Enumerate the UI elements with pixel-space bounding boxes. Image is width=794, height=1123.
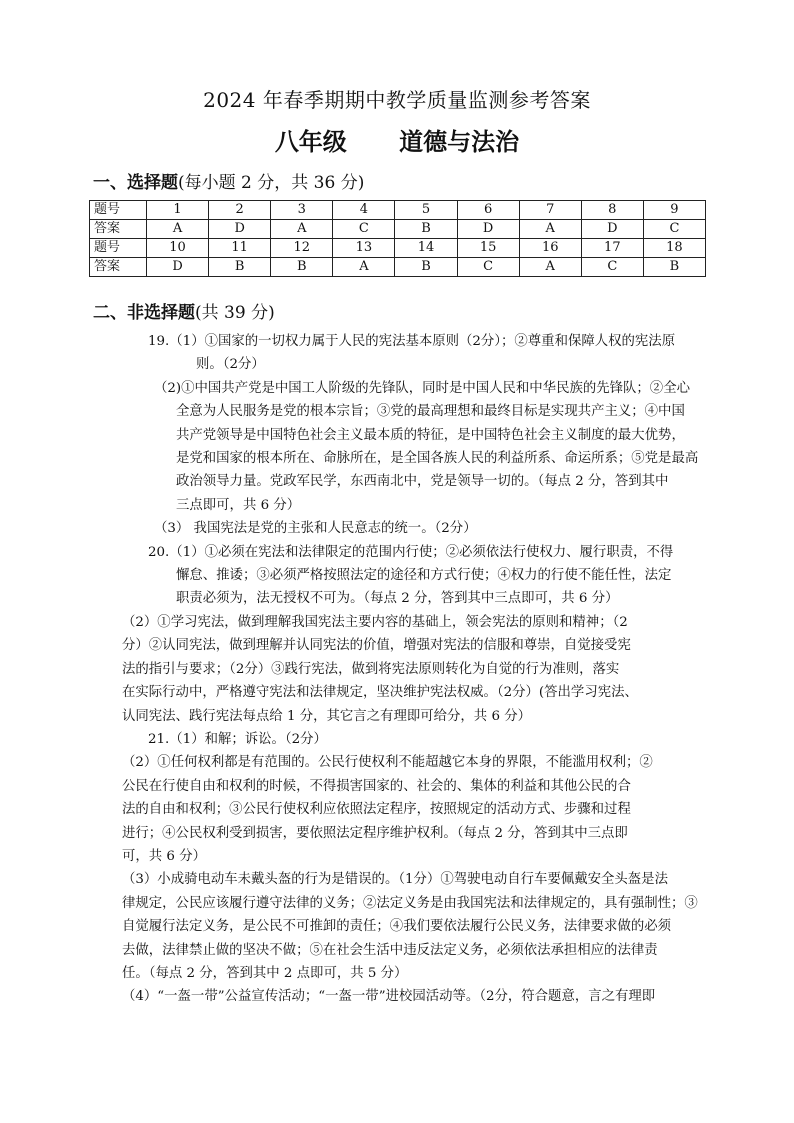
q20-2-line4: 在实际行动中，严格遵守宪法和法律规定，坚决维护宪法权威。（2分）(答出学习宪法、	[122, 685, 638, 701]
question-number-cell: 8	[581, 201, 643, 220]
q19-1-line2: 则。（2分）	[196, 357, 265, 373]
answer-letter-cell: A	[271, 220, 333, 239]
answer-letter-cell: B	[643, 258, 705, 277]
q20-1-line2: 懈怠、推诿；③必须严格按照法定的途径和方式行使；④权力的行使不能任性，法定	[176, 568, 672, 584]
answer-letter-cell: D	[209, 220, 271, 239]
question-number-cell: 16	[519, 239, 581, 258]
subject-label: 道德与法治	[399, 128, 520, 156]
grade-label: 八年级	[274, 128, 347, 156]
q19-1-line1: 19.（1）①国家的一切权力属于人民的宪法基本原则（2分）；②尊重和保障人权的宪法原	[148, 334, 676, 349]
q20-2-line3: 法的指引与要求；（2分）③践行宪法，做到将宪法原则转化为自觉的行为准则，落实	[122, 661, 620, 677]
question-number-cell: 3	[271, 201, 333, 220]
document-title: 2024 年春季期期中教学质量监测参考答案	[203, 88, 591, 112]
question-number-cell: 11	[209, 239, 271, 258]
section-2-note: (共 39 分)	[195, 303, 275, 323]
row-header: 答案	[90, 258, 147, 277]
question-number-cell: 1	[147, 201, 209, 220]
answer-letter-cell: C	[643, 220, 705, 239]
answer-letter-cell: C	[457, 258, 519, 277]
q21-2-line2: 公民在行使自由和权利的时候，不得损害国家的、社会的、集体的利益和其他公民的合	[122, 778, 631, 794]
row-header: 答案	[90, 220, 147, 239]
question-number-cell: 5	[395, 201, 457, 220]
q21-4-line: （4）“一盔一带”公益宣传活动；“一盔一带”进校园活动等。（2分，符合题意，言之有理即	[122, 989, 656, 1005]
row-header: 题号	[90, 201, 147, 220]
q20-2-line2: 分）②认同宪法，做到理解并认同宪法的价值，增强对宪法的信服和尊崇，自觉接受宪	[122, 638, 631, 654]
table-row-answers-1	[90, 220, 706, 239]
answer-letter-cell: B	[395, 220, 457, 239]
answer-letter-cell: A	[519, 220, 581, 239]
q19-2-line1: （2)①中国共产党是中国工人阶级的先锋队，同时是中国人民和中华民族的先锋队；②全心	[154, 380, 690, 396]
q21-3-line2: 律规定，公民应该履行遵守法律的义务；②法定义务是由我国宪法和法律规定的，具有强制性；③	[122, 895, 698, 911]
q21-2-line1: （2）①任何权利都是有范围的。公民行使权利不能超越它本身的界限，不能滥用权利；②	[122, 755, 653, 771]
question-number-cell: 9	[643, 201, 705, 220]
q21-3-line1: （3）小成骑电动车未戴头盔的行为是错误的。（1分）①驾驶电动自行车要佩戴安全头盔是法	[122, 872, 668, 888]
q21-3-line5: 任。（每点 2 分，答到其中 2 点即可，共 5 分）	[122, 965, 408, 981]
section-2-heading	[93, 298, 275, 323]
q19-3-line: （3） 我国宪法是党的主张和人民意志的统一。（2分）	[154, 521, 477, 537]
answer-letter-cell: A	[147, 220, 209, 239]
section-1-note: (每小题 2 分，共 36 分)	[178, 173, 365, 193]
question-number-cell: 12	[271, 239, 333, 258]
question-number-cell: 18	[643, 239, 705, 258]
question-number-cell: 15	[457, 239, 519, 258]
question-number-cell: 2	[209, 201, 271, 220]
q19-2-line2: 全意为人民服务是党的根本宗旨；③党的最高理想和最终目标是实现共产主义；④中国	[176, 404, 685, 420]
q21-2-line4: 进行；④公民权利受到损害，要依照法定程序维护权利。（每点 2 分，答到其中三点即	[122, 825, 628, 841]
q20-1-line3: 职责必须为，法无授权不可为。（每点 2 分，答到其中三点即可，共 6 分）	[176, 591, 619, 607]
section-2-title: 二、非选择题	[93, 303, 195, 323]
question-number-cell: 7	[519, 201, 581, 220]
q19-2-line6: 三点即可，共 6 分）	[176, 497, 301, 513]
q21-3-line3: 自觉履行法定义务，是公民不可推卸的责任；④我们要依法履行公民义务，法律要求做的必须	[122, 919, 672, 935]
q19-2-line5: 政治领导力量。党政军民学，东西南北中，党是领导一切的。（每点 2 分，答到其中	[176, 474, 669, 490]
answer-letter-cell: B	[271, 258, 333, 277]
q20-2-line1: （2）①学习宪法，做到理解我国宪法主要内容的基础上，领会宪法的原则和精神；（2	[122, 614, 628, 630]
q19-2-line4: 是党和国家的根本所在、命脉所在，是全国各族人民的利益所系、命运所系；⑤党是最高	[176, 451, 699, 467]
answer-table	[89, 200, 706, 277]
question-number-cell: 17	[581, 239, 643, 258]
q20-2-line5: 认同宪法、践行宪法每点给 1 分，其它言之有理即可给分，共 6 分）	[122, 708, 532, 724]
section-1-heading	[93, 168, 364, 193]
answer-letter-cell: A	[519, 258, 581, 277]
answer-letter-cell: A	[333, 258, 395, 277]
question-number-cell: 14	[395, 239, 457, 258]
answer-letter-cell: D	[581, 220, 643, 239]
q19-2-line3: 共产党领导是中国特色社会主义最本质的特征，是中国特色社会主义制度的最大优势，	[176, 427, 685, 443]
answer-letter-cell: B	[395, 258, 457, 277]
q21-3-line4: 去做，法律禁止做的坚决不做；⑤在社会生活中违反法定义务，必须依法承担相应的法律责	[122, 942, 658, 958]
table-row-numbers-1	[90, 201, 706, 220]
section-1-title: 一、选择题	[93, 173, 178, 193]
q20-1-line1: 20.（1）①必须在宪法和法律限定的范围内行使；②必须依法行使权力、履行职责，不得	[148, 544, 674, 560]
table-row-numbers-2	[90, 239, 706, 258]
q21-1-line: 21.（1）和解；诉讼。（2分）	[148, 731, 327, 747]
answer-letter-cell: D	[457, 220, 519, 239]
question-number-cell: 13	[333, 239, 395, 258]
answer-letter-cell: B	[209, 258, 271, 277]
question-number-cell: 4	[333, 201, 395, 220]
answer-letter-cell: C	[333, 220, 395, 239]
question-number-cell: 10	[147, 239, 209, 258]
answer-letter-cell: D	[147, 258, 209, 277]
answer-body	[122, 330, 704, 1009]
q21-2-line5: 可，共 6 分）	[122, 848, 206, 864]
q21-2-line3: 法的自由和权利；③公民行使权利应依照法定程序，按照规定的活动方式、步骤和过程	[122, 802, 631, 818]
document-subtitle	[0, 122, 794, 157]
question-number-cell: 6	[457, 201, 519, 220]
table-row-answers-2	[90, 258, 706, 277]
answer-letter-cell: C	[581, 258, 643, 277]
row-header: 题号	[90, 239, 147, 258]
